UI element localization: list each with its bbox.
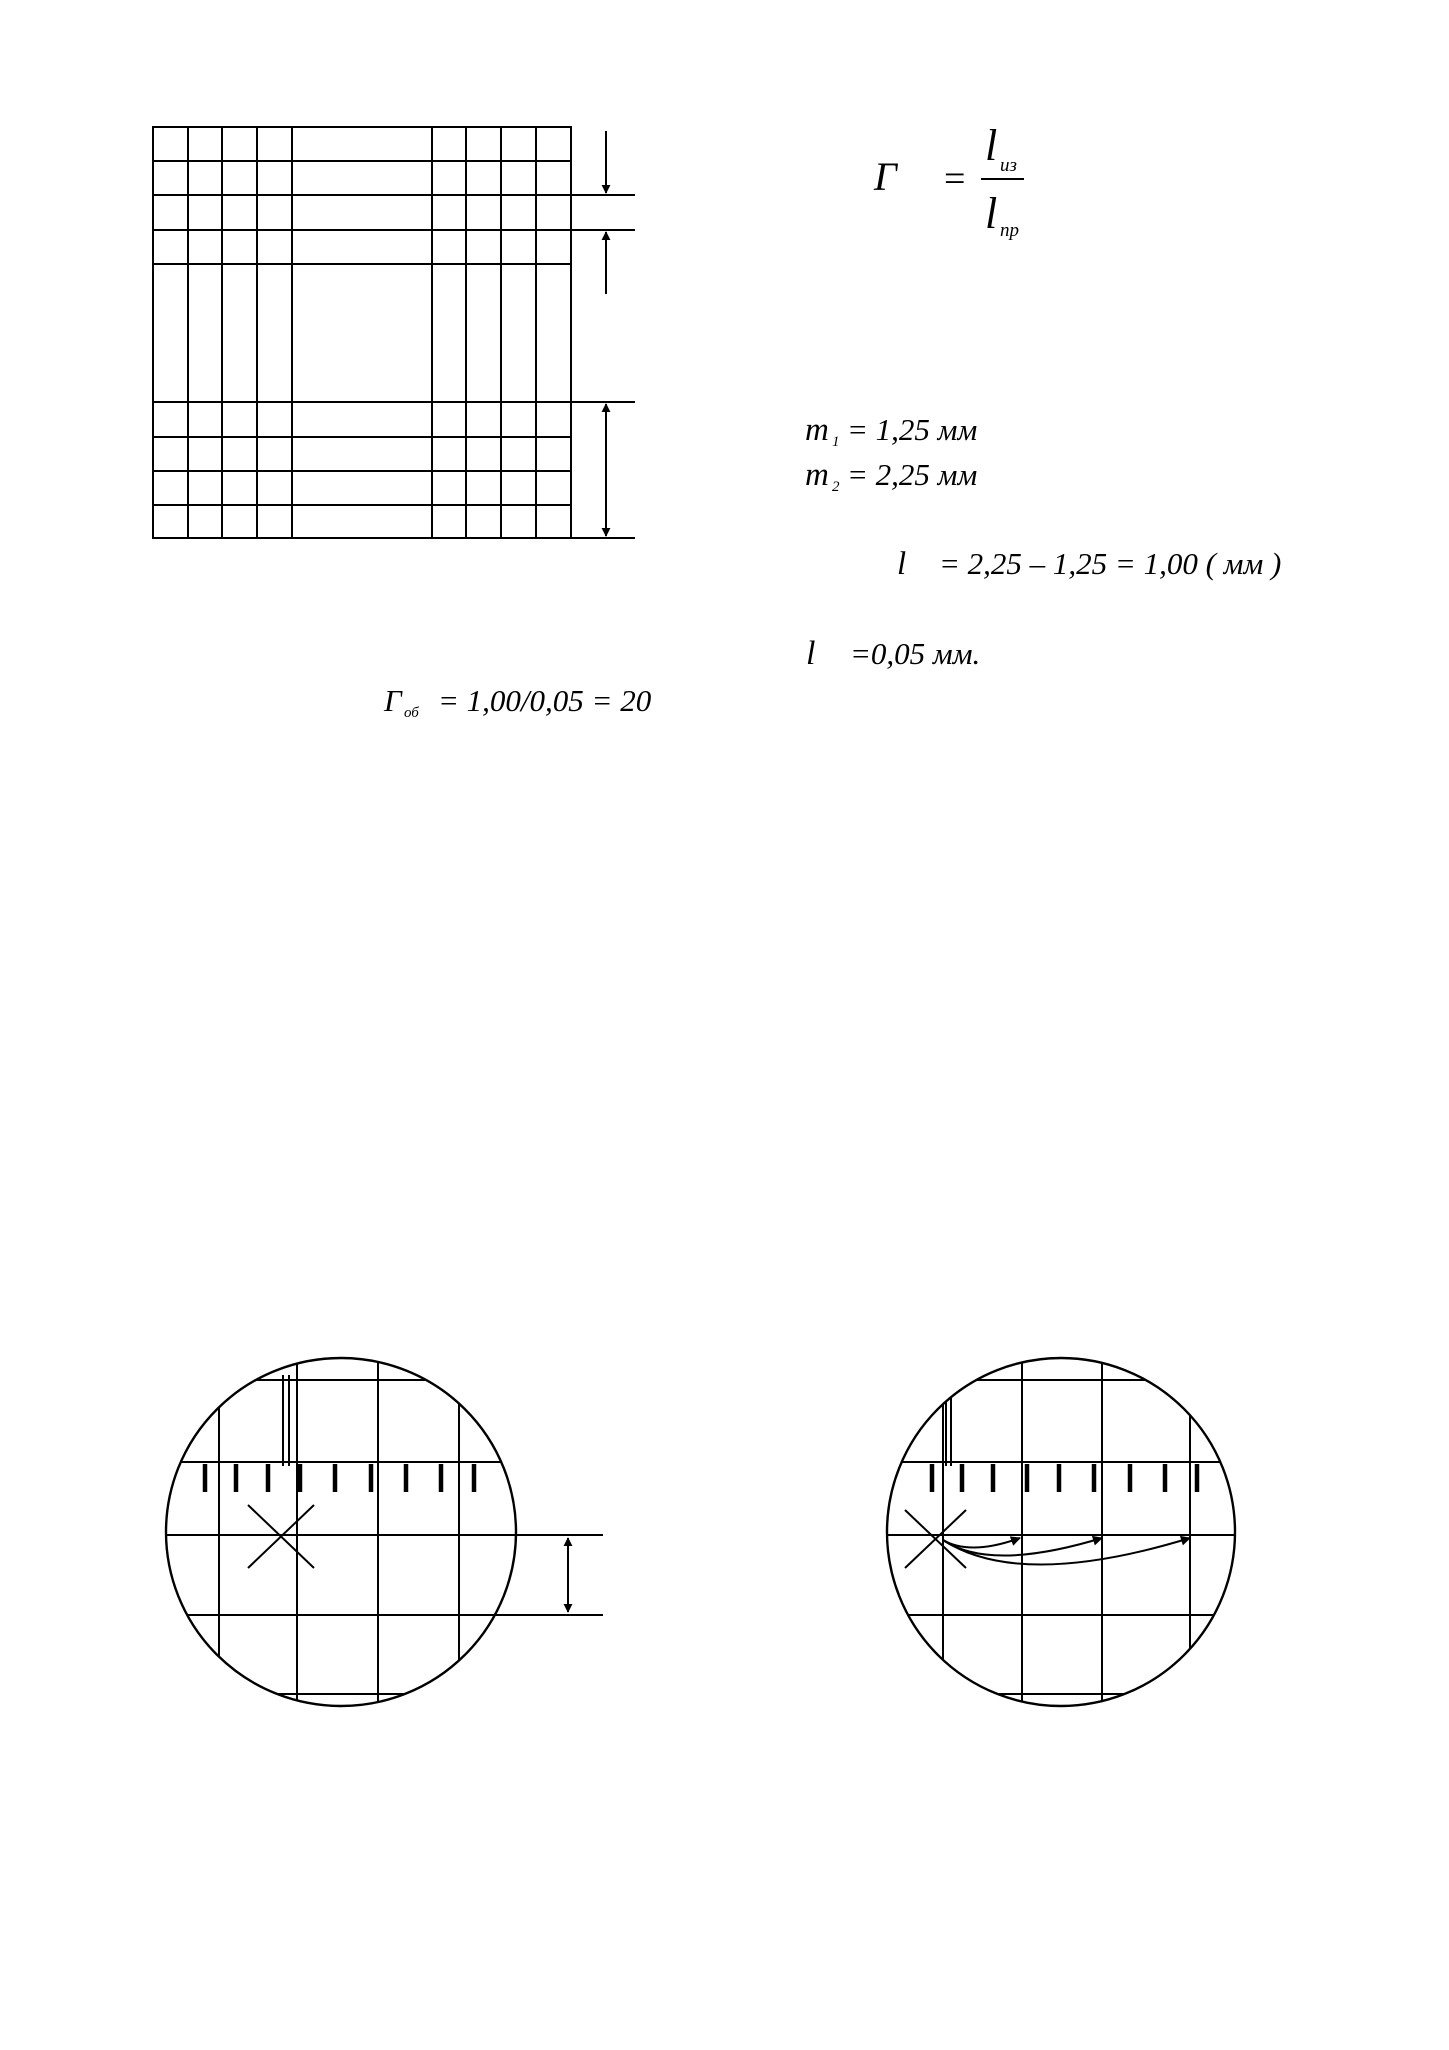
m1-symbol: m [805, 412, 829, 448]
result-value: = 1,00/0,05 = 20 [438, 683, 652, 718]
formula-numerator-subscript: из [1000, 155, 1017, 176]
formula-denominator-subscript: пр [1000, 220, 1019, 241]
scale-ticks-right [932, 1464, 1197, 1492]
m2-value: = 2,25 мм [847, 457, 978, 492]
step-arrow-3 [943, 1538, 1190, 1565]
grid-horizontal-lines [153, 161, 635, 538]
grid-vertical-lines [188, 127, 536, 538]
m1-subscript: 1 [832, 434, 840, 450]
m2-symbol: m [805, 457, 829, 493]
difference-symbol: l [897, 546, 907, 582]
scale-ticks-left [205, 1464, 474, 1492]
microscope-field-right [880, 1340, 1250, 1720]
m1-value: = 1,25 мм [847, 412, 978, 447]
m2-subscript: 2 [832, 479, 840, 495]
measurement-m2 [805, 457, 977, 495]
formula-denominator: l [985, 189, 998, 238]
interval-value: =0,05 мм. [850, 636, 981, 671]
result-symbol: Г [384, 683, 402, 718]
measurement-interval [806, 635, 980, 672]
grid-figure [153, 127, 635, 538]
microscope-field-left [150, 1340, 603, 1720]
magnification-formula [873, 121, 1024, 241]
result-subscript: об [404, 705, 419, 721]
measurement-m1 [805, 412, 977, 450]
objective-magnification-result [383, 683, 652, 721]
formula-equals: = [944, 158, 966, 200]
difference-value: = 2,25 – 1,25 = 1,00 ( мм ) [939, 546, 1282, 581]
interval-symbol: l [806, 635, 816, 672]
field-circle-right [887, 1358, 1235, 1706]
measurement-difference [897, 546, 1281, 582]
grid-outline [153, 127, 571, 538]
formula-numerator: l [985, 121, 998, 170]
formula-symbol: Г [874, 154, 897, 199]
